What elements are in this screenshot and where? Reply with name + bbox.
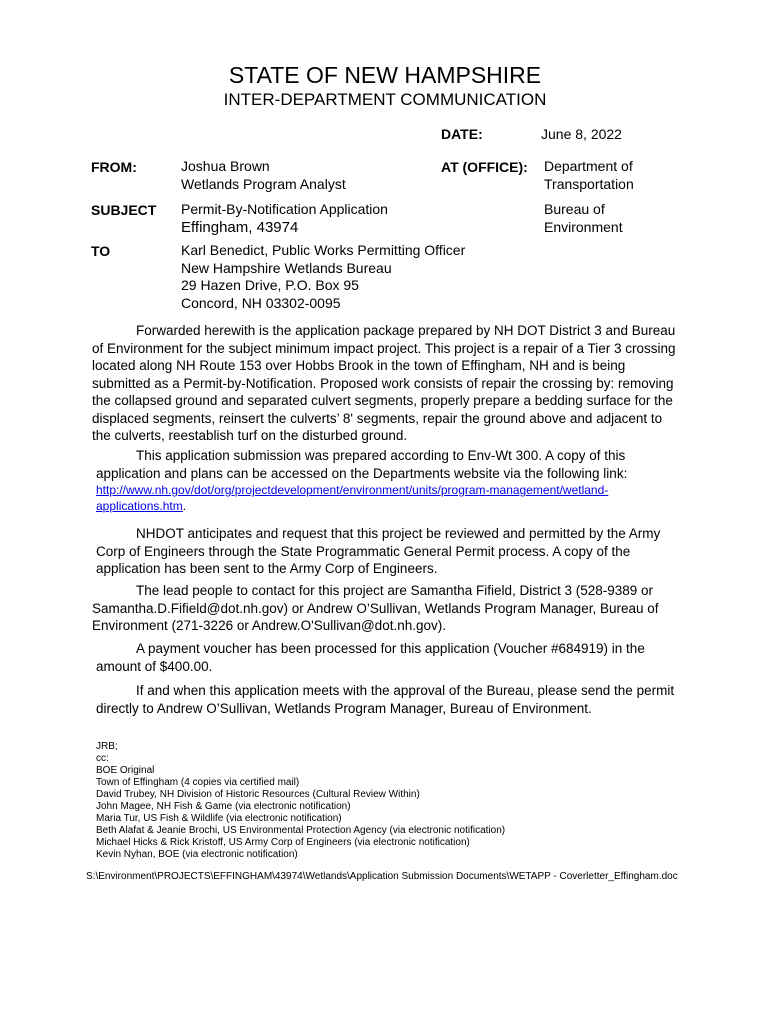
paragraph-approval <box>96 682 700 717</box>
text-line: directly to Andrew O’Sullivan, Wetlands Program Manager, Bureau of Environment. <box>96 700 592 716</box>
cc-list <box>96 741 505 861</box>
text-line: A payment voucher has been processed for this application (Voucher #684919) in the <box>136 641 645 656</box>
to-line: New Hampshire Wetlands Bureau <box>181 259 392 276</box>
from-label: FROM: <box>91 159 137 175</box>
wetland-applications-link[interactable]: http://www.nh.gov/dot/org/projectdevelopment/environment/units/program-management/wetland- <box>96 483 609 497</box>
office-value <box>544 158 634 193</box>
text-line: If and when this application meets with the approval of the Bureau, please send the permit <box>136 683 675 698</box>
cc-line: Michael Hicks & Rick Kristoff, US Army Corp of Engineers (via electronic notification) <box>96 837 470 848</box>
office-label: AT (OFFICE): <box>441 159 528 175</box>
text-line: application and plans can be accessed on the Departments website via the following link: <box>96 465 628 481</box>
paragraph-submission <box>96 447 700 514</box>
paragraph-contacts <box>92 582 696 635</box>
text-line: NHDOT anticipates and request that this project be reviewed and permitted by the Army <box>136 526 661 541</box>
cc-line: JRB; <box>96 741 118 752</box>
to-line: Karl Benedict, Public Works Permitting Officer <box>181 242 466 258</box>
cc-line: BOE Original <box>96 765 155 776</box>
paragraph-intro <box>92 322 712 445</box>
cc-line: David Trubey, NH Division of Historic Resources (Cultural Review Within) <box>96 789 420 800</box>
wetland-applications-link-cont[interactable]: applications.htm <box>96 499 183 513</box>
file-path: S:\Environment\PROJECTS\EFFINGHAM\43974\Wetlands\Application Submission Documents\WETAPP - Coverletter_Effingham.doc <box>86 871 678 882</box>
from-name: Joshua Brown <box>181 158 270 174</box>
text-line: Corp of Engineers through the State Programmatic General Permit process. A copy of the <box>96 543 631 559</box>
text-line: the collapsed ground and separated culvert segments, properly prepare a bedding surface for the <box>92 393 673 408</box>
subject-line: Effingham, 43974 <box>181 218 299 236</box>
subject-label: SUBJECT <box>91 202 157 218</box>
subject-value <box>181 201 388 236</box>
cc-line: Town of Effingham (4 copies via certified mail) <box>96 777 300 788</box>
text-line: displaced segments, reinsert the culverts’ 8' segments, repair the ground above and adjacent to <box>92 410 663 426</box>
document-title: STATE OF NEW HAMPSHIRE <box>228 62 542 88</box>
document-subtitle: INTER-DEPARTMENT COMMUNICATION <box>223 90 547 109</box>
to-line: 29 Hazen Drive, P.O. Box 95 <box>181 277 359 293</box>
paragraph-nhdot <box>96 525 700 578</box>
date-value: June 8, 2022 <box>541 126 622 142</box>
text-line: located along NH Route 153 over Hobbs Brook in the town of Effingham, NH and is being <box>92 358 626 373</box>
text-line: Environment (271-3226 or Andrew.O'Sullivan@dot.nh.gov). <box>92 618 446 633</box>
cc-line: cc: <box>96 753 109 764</box>
from-value <box>181 158 346 193</box>
cc-line: Kevin Nyhan, BOE (via electronic notification) <box>96 849 298 860</box>
subject-line: Permit-By-Notification Application <box>181 201 388 217</box>
to-line: Concord, NH 03302-0095 <box>181 294 341 311</box>
text-line: of Environment for the subject minimum impact project. This project is a repair of a Tier 3 crossing <box>92 340 676 356</box>
text-line: Forwarded herewith is the application package prepared by NH DOT District 3 and Bureau <box>136 323 676 338</box>
office-line: Transportation <box>544 175 634 192</box>
from-title: Wetlands Program Analyst <box>181 175 346 192</box>
text-line: submitted as a Permit-by-Notification. Proposed work consists of repair the crossing by: removing <box>92 375 674 391</box>
link-suffix: . <box>182 499 187 513</box>
cc-line: Beth Alafat & Jeanie Brochi, US Environmental Protection Agency (via electronic notification) <box>96 825 506 836</box>
date-label: DATE: <box>441 126 483 142</box>
cc-line: Maria Tur, US Fish & Wildlife (via electronic notification) <box>96 813 342 824</box>
text-line: amount of $400.00. <box>96 658 213 674</box>
office-line: Environment <box>544 218 623 235</box>
text-line: The lead people to contact for this project are Samantha Fifield, District 3 (528-9389 or <box>136 583 654 598</box>
text-line: This application submission was prepared according to Env-Wt 300. A copy of this <box>136 448 626 463</box>
paragraph-payment <box>96 640 700 675</box>
office-line: Bureau of <box>544 201 605 217</box>
text-line: Samantha.D.Fifield@dot.nh.gov) or Andrew O’Sullivan, Wetlands Program Manager, Bureau of <box>92 600 659 616</box>
text-line: the culverts, reestablish turf on the disturbed ground. <box>92 428 408 443</box>
office-line: Department of <box>544 158 633 174</box>
to-label: TO <box>91 243 111 259</box>
office-value-bureau <box>544 201 623 236</box>
text-line: application has been sent to the Army Corp of Engineers. <box>96 561 438 576</box>
cc-line: John Magee, NH Fish & Game (via electronic notification) <box>96 801 351 812</box>
to-value <box>181 242 465 312</box>
